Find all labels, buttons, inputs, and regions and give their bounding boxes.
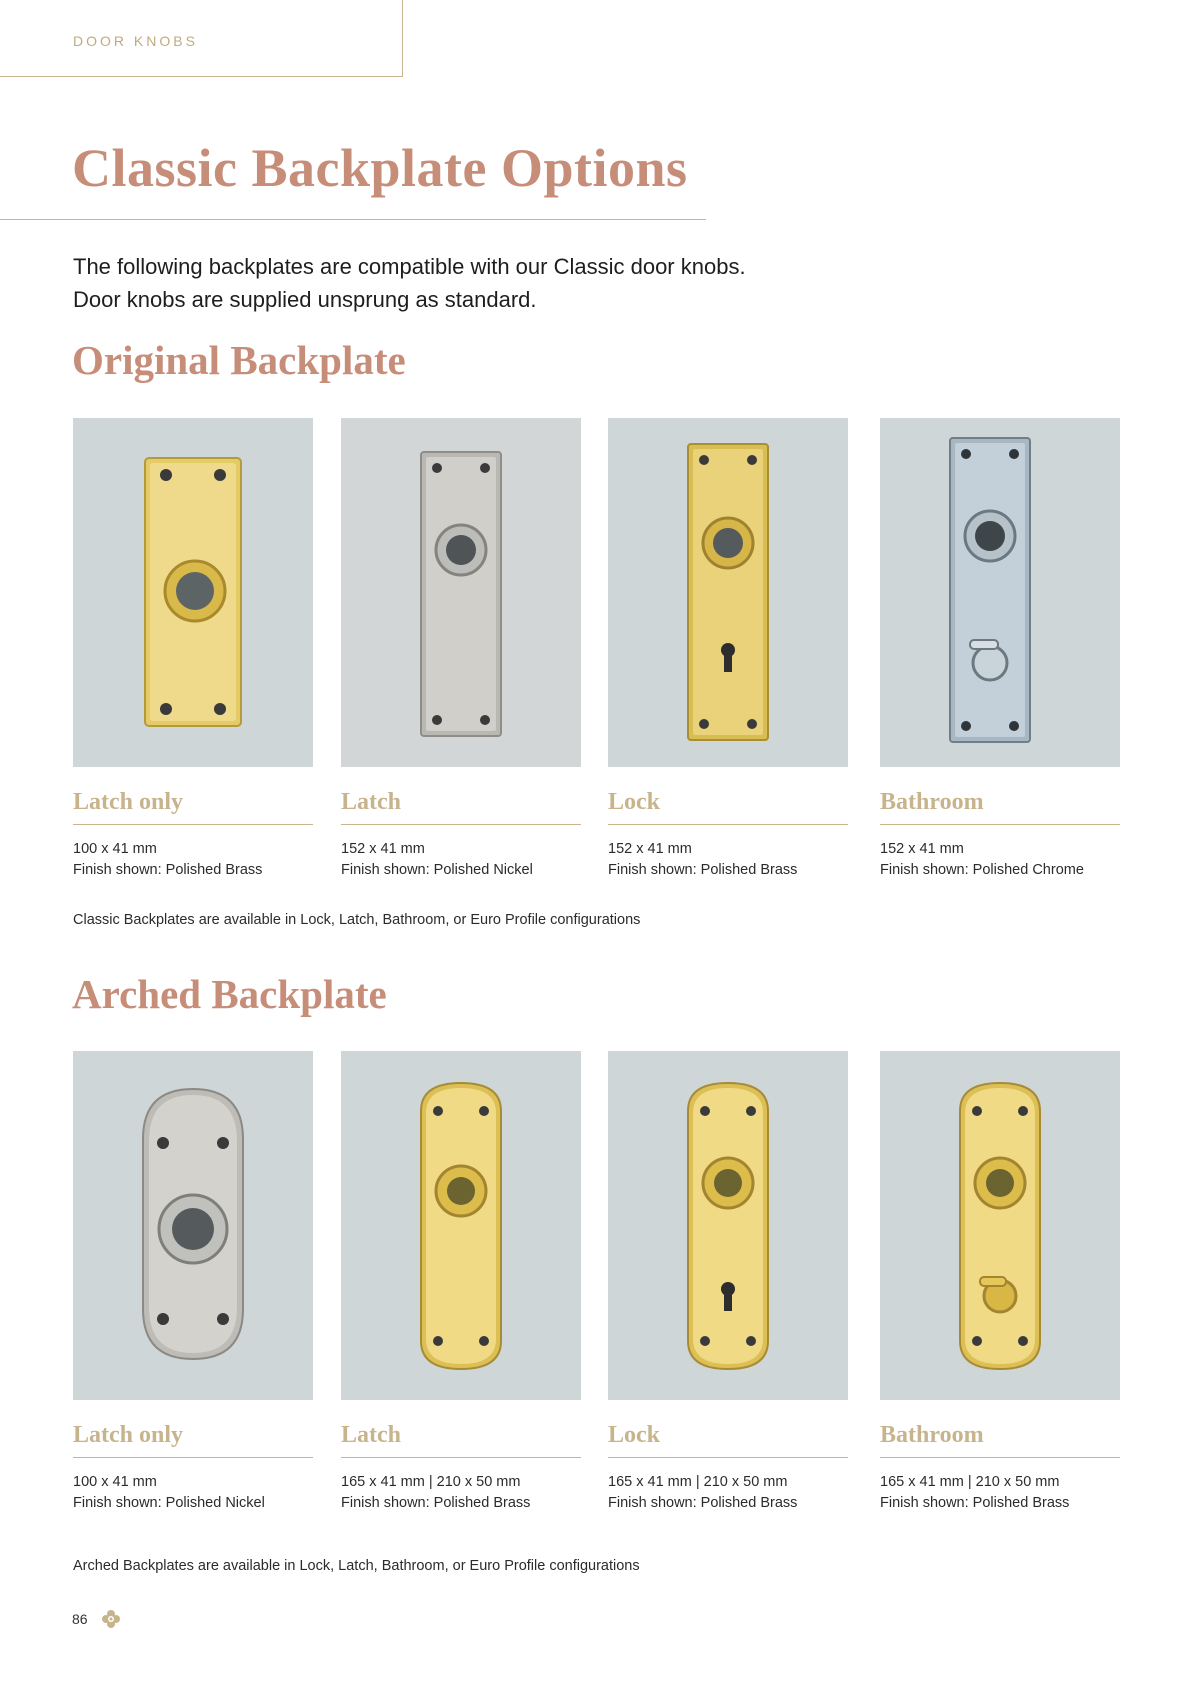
product-original-bathroom[interactable] <box>880 418 1120 881</box>
backplate-image <box>73 418 313 767</box>
intro-line-2: Door knobs are supplied unsprung as standard. <box>73 287 537 312</box>
product-photo <box>880 418 1120 767</box>
product-finish: Finish shown: Polished Nickel <box>341 862 533 878</box>
product-photo <box>73 418 313 767</box>
product-dimensions: 165 x 41 mm | 210 x 50 mm <box>880 1474 1060 1490</box>
product-name: Latch only <box>73 1420 313 1458</box>
product-name: Latch only <box>73 787 313 825</box>
product-photo <box>341 418 581 767</box>
section-header-tab <box>0 0 403 77</box>
product-dimensions: 152 x 41 mm <box>608 841 692 857</box>
page-title: Classic Backplate Options <box>72 138 688 198</box>
product-finish: Finish shown: Polished Brass <box>341 1495 531 1511</box>
product-dimensions: 165 x 41 mm | 210 x 50 mm <box>341 1474 521 1490</box>
title-divider <box>0 219 706 220</box>
product-dimensions: 152 x 41 mm <box>341 841 425 857</box>
product-arched-latch-only[interactable] <box>73 1051 313 1514</box>
product-finish: Finish shown: Polished Brass <box>608 1495 798 1511</box>
product-finish: Finish shown: Polished Brass <box>880 1495 1070 1511</box>
arched-availability-note: Arched Backplates are available in Lock, Latch, Bathroom, or Euro Profile configurations <box>73 1558 640 1574</box>
product-original-latch[interactable] <box>341 418 581 881</box>
arched-backplate-heading: Arched Backplate <box>72 971 387 1017</box>
backplate-image <box>341 1051 581 1400</box>
product-photo <box>880 1051 1120 1400</box>
product-original-latch-only[interactable] <box>73 418 313 881</box>
intro-text <box>73 250 746 316</box>
product-dimensions: 100 x 41 mm <box>73 1474 157 1490</box>
backplate-image <box>608 418 848 767</box>
product-arched-latch[interactable] <box>341 1051 581 1514</box>
backplate-image <box>341 418 581 767</box>
section-label: DOOR KNOBS <box>73 33 198 49</box>
product-finish: Finish shown: Polished Brass <box>73 862 263 878</box>
product-photo <box>73 1051 313 1400</box>
backplate-image <box>880 1051 1120 1400</box>
product-name: Bathroom <box>880 787 1120 825</box>
product-name: Lock <box>608 787 848 825</box>
product-original-lock[interactable] <box>608 418 848 881</box>
product-dimensions: 165 x 41 mm | 210 x 50 mm <box>608 1474 788 1490</box>
backplate-image <box>73 1051 313 1400</box>
backplate-image <box>880 418 1120 767</box>
product-name: Latch <box>341 1420 581 1458</box>
product-name: Lock <box>608 1420 848 1458</box>
product-dimensions: 100 x 41 mm <box>73 841 157 857</box>
backplate-image <box>608 1051 848 1400</box>
product-photo <box>341 1051 581 1400</box>
product-name: Latch <box>341 787 581 825</box>
product-finish: Finish shown: Polished Nickel <box>73 1495 265 1511</box>
product-finish: Finish shown: Polished Brass <box>608 862 798 878</box>
brand-flower-icon <box>101 1609 121 1629</box>
original-availability-note: Classic Backplates are available in Lock, Latch, Bathroom, or Euro Profile configurations <box>73 912 641 928</box>
intro-line-1: The following backplates are compatible with our Classic door knobs. <box>73 254 746 279</box>
product-photo <box>608 1051 848 1400</box>
product-finish: Finish shown: Polished Chrome <box>880 862 1084 878</box>
product-name: Bathroom <box>880 1420 1120 1458</box>
product-arched-bathroom[interactable] <box>880 1051 1120 1514</box>
product-dimensions: 152 x 41 mm <box>880 841 964 857</box>
original-backplate-heading: Original Backplate <box>72 337 406 383</box>
product-photo <box>608 418 848 767</box>
product-arched-lock[interactable] <box>608 1051 848 1514</box>
page-number: 86 <box>72 1611 88 1627</box>
